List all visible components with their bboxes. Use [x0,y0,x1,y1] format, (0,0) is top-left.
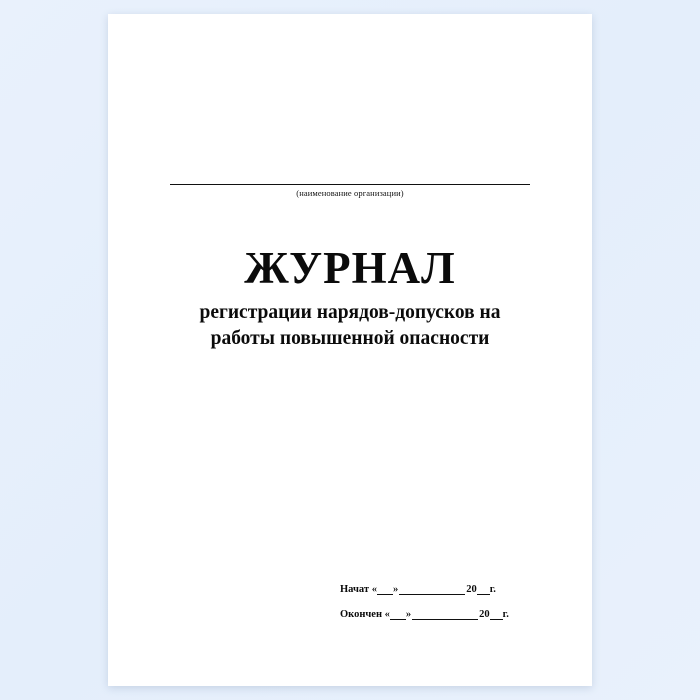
finished-quote-open: « [384,609,390,620]
document-page [108,14,592,686]
page-subtitle-line-2: работы повышенной опасности [210,328,490,350]
page-title: ЖУРНАЛ [244,243,456,293]
organization-name-rule [170,164,530,185]
started-quote-close: » [392,584,399,595]
footer-date-fields [340,584,570,634]
started-year-prefix: 20 [466,584,477,595]
started-year-suffix: г. [489,584,496,595]
started-label: Начат [340,584,370,595]
started-quote-open: « [371,584,377,595]
started-day-line [377,584,393,595]
finished-label: Окончен [340,609,383,620]
finished-year-prefix: 20 [479,609,490,620]
finished-day-line [390,609,406,620]
started-year-line [477,584,490,595]
finished-year-suffix: г. [502,609,509,620]
finished-row [340,609,570,620]
started-row [340,584,570,595]
organization-name-caption: (наименование организации) [296,188,404,198]
finished-month-line [412,609,478,620]
organization-name-block [170,164,530,198]
finished-quote-close: » [405,609,412,620]
page-subtitle-line-1: регистрации нарядов-допусков на [199,302,501,323]
finished-year-line [490,609,503,620]
started-month-line [399,584,465,595]
page-subtitle [150,300,550,353]
